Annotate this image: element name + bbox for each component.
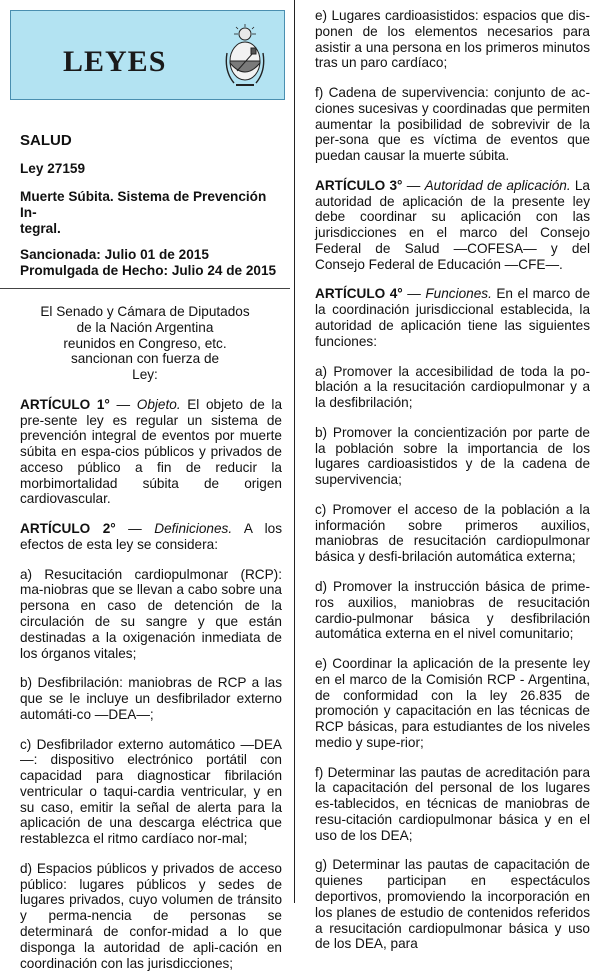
law-dates bbox=[0, 247, 290, 279]
banner-title: LEYES bbox=[63, 45, 167, 78]
article-dash: — bbox=[115, 521, 155, 537]
article-dash: — bbox=[109, 396, 137, 412]
right-column bbox=[299, 0, 590, 952]
article-title: Definiciones. bbox=[154, 521, 233, 537]
definition-item: f) Cadena de supervivencia: conjunto de ac-ciones sucesivas y coordinadas que permiten aumentar la posibilidad de sobrevivir de la per-sona que es víctima de eventos que puedan causar la muerte súbita. bbox=[315, 85, 590, 164]
definition-item: e) Lugares cardioasistidos: espacios que dis-ponen de los elementos necesarios para asistir a una persona en los primeros minutos tras un paro cardíaco; bbox=[315, 8, 590, 71]
definition-item: a) Resucitación cardiopulmonar (RCP): ma-niobras que se llevan a cabo sobre una persona en caso de detención de la circulación de su sangre y que están destinadas a la oxigenación inmediata de los órganos vitales; bbox=[20, 566, 282, 661]
article-dash: — bbox=[402, 286, 426, 302]
article-2 bbox=[0, 521, 290, 553]
function-item: a) Promover la accesibilidad de toda la po-blación a la resucitación cardiopulmonar y a la desfibrilación; bbox=[315, 363, 590, 411]
article-label: ARTÍCULO 1° bbox=[20, 396, 110, 412]
section-area: SALUD bbox=[20, 132, 72, 149]
law-name-line-2: tegral. bbox=[20, 220, 61, 236]
article-title: Autoridad de aplicación. bbox=[424, 177, 571, 193]
coat-of-arms-icon bbox=[222, 23, 268, 89]
article-4 bbox=[301, 286, 590, 349]
article-title: Objeto. bbox=[136, 396, 181, 412]
function-item: d) Promover la instrucción básica de prime-ros auxilios, maniobras de resucitación cardio-pulmonar básica y desfibrilación automática externa en el nivel comunitario; bbox=[315, 578, 590, 642]
sanction-date: Sancionada: Julio 01 de 2015 bbox=[20, 247, 209, 263]
preamble-line: reunidos en Congreso, etc. bbox=[63, 335, 227, 351]
article-1 bbox=[0, 397, 290, 507]
article-text: En el marco de la coordinación jurisdiccional establecida, la autoridad de aplicación tiene las siguientes funciones: bbox=[315, 286, 590, 349]
article-text: A los efectos de esta ley se considera: bbox=[20, 521, 282, 552]
article-dash: — bbox=[402, 177, 425, 193]
law-name bbox=[0, 189, 290, 236]
definition-item: c) Desfibrilador externo automático —DEA—: dispositivo electrónico portátil con capacidad para diagnosticar fibrilación ventricular o taqui-cardia ventricular, y en su caso, emitir la señal de alerta para la aplicación de una descarga eléctrica que restablezca el ritmo cardíaco nor-mal; bbox=[20, 736, 282, 847]
function-item: g) Determinar las pautas de capacitación de quienes participan en espectáculos deportivos, promoviendo la incorporación en los planes de estudio de contenidos referidos a resucitación cardiopulmonar básica y uso de los DEA, para bbox=[315, 857, 590, 952]
function-item: b) Promover la concientización por parte de la población sobre la importancia de los lugares cardioasistidos y de la cadena de supervivencia; bbox=[315, 424, 590, 488]
article-label: ARTÍCULO 2° bbox=[20, 521, 116, 537]
law-number: Ley 27159 bbox=[20, 161, 86, 177]
header-divider bbox=[0, 288, 290, 289]
article-title: Funciones. bbox=[425, 286, 492, 302]
preamble-line: de la Nación Argentina bbox=[76, 319, 214, 335]
section-banner bbox=[10, 10, 285, 100]
column-separator bbox=[294, 0, 295, 903]
definition-item: d) Espacios públicos y privados de acceso público: lugares públicos y sedes de lugares privados, cuyo volumen de tránsito y perma-nencia de personas se determinará de confor-midad a lo que disponga la autoridad de apli-cación en coordinación con las jurisdicciones; bbox=[20, 860, 282, 971]
definition-item: b) Desfibrilación: maniobras de RCP a las que se le incluye un desfibrilador externo automáti-co —DEA—; bbox=[20, 675, 282, 722]
preamble-line: Ley: bbox=[132, 367, 158, 383]
left-column bbox=[0, 0, 290, 971]
article-3 bbox=[301, 178, 590, 273]
preamble-line: sancionan con fuerza de bbox=[70, 351, 220, 367]
law-name-line-1: Muerte Súbita. Sistema de Prevención In- bbox=[20, 189, 267, 220]
article-text: El objeto de la pre-sente ley es regular un sistema de prevención integral de eventos por muerte súbita en espa-cios públicos y privados de acceso público a fin de reducir la morbimortalidad súbita de origen cardiovascular. bbox=[20, 396, 282, 507]
article-text: La autoridad de aplicación de la presente ley debe coordinar su aplicación con las jurisdicciones en el marco del Consejo Federal de Salud —COFESA— y del Consejo Federal de Educación —CFE—. bbox=[315, 177, 590, 272]
function-item: c) Promover el acceso de la población a la información sobre primeros auxilios, maniobras de resucitación cardiopulmonar básica y desfi-brilación automática externa; bbox=[315, 501, 590, 565]
function-item: f) Determinar las pautas de acreditación para la capacitación del personal de los lugares es-tablecidos, en técnicas de maniobras de resu-citación cardiopulmonar básica y en el uso de los DEA; bbox=[315, 764, 590, 843]
promulgation-date: Promulgada de Hecho: Julio 24 de 2015 bbox=[20, 263, 277, 279]
preamble bbox=[0, 304, 290, 383]
function-item: e) Coordinar la aplicación de la presente ley en el marco de la Comisión RCP - Argentina, de conformidad con la ley 26.835 de promoción y capacitación en las técnicas de RCP básicas, para estudiantes de los niveles medio y supe-rior; bbox=[315, 656, 590, 750]
preamble-line: El Senado y Cámara de Diputados bbox=[40, 303, 250, 319]
article-label: ARTÍCULO 3° bbox=[315, 177, 403, 193]
article-label: ARTÍCULO 4° bbox=[315, 286, 403, 302]
